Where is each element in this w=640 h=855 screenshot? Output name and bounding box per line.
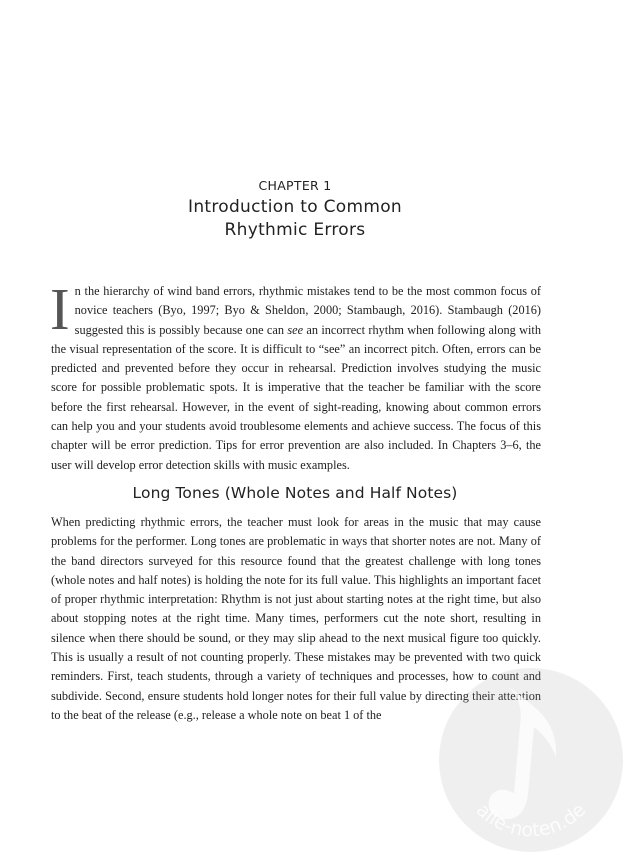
watermark-logo: [436, 665, 626, 855]
intro-paragraph: [50, 276, 541, 475]
chapter-title-line-2: Rhythmic Errors: [224, 220, 366, 240]
intro-emphasis: see: [287, 322, 304, 337]
chapter-title: [0, 196, 590, 242]
section-paragraph: When predicting rhythmic errors, the teacher must look for areas in the music that may cause problems for the performer. Long tones are problematic in ways that shorter notes are not. Many of the band directors surveyed for this resource found that the greatest challenge with long tones (whole notes and half notes) is holding the note for its full value. This highlights an important facet of proper rhythmic interpretation: Rhythm is not just about starting notes at the right time, but also about stopping notes at the right time. Many times, performers cut the note short, resulting in silence when there should be sound, or they may slip ahead to the next musical figure too quickly. This is usually a result of not counting properly. These mistakes may be prevented with two quick reminders. First, teach students, through a variety of techniques and processes, how to count and subdivide. Second, ensure students hold longer notes for their full value by directing their attention to the beat of the release (e.g., release a whole note on beat 1 of the: [51, 515, 541, 722]
watermark-text: alle-noten.de: [471, 799, 591, 842]
chapter-label: CHAPTER 1: [258, 178, 332, 193]
drop-cap: I: [50, 276, 70, 342]
section-heading: Long Tones (Whole Notes and Half Notes): [132, 484, 458, 502]
intro-text-start: n the hierarchy of wind band errors, rhythmic mistakes tend to be the most common focus of novice teachers (Byo, 1997; Byo & Sheldon, 2000; Stambaugh, 2016). Stambaugh (2016) suggested this is possibly because one can: [74, 284, 541, 337]
chapter-title-line-1: Introduction to Common: [188, 197, 402, 217]
intro-text-rest: an incorrect rhythm when following along with the visual representation of the score. It is difficult to “see” an incorrect pitch. Often, errors can be predicted and prevented before they occur in rehearsal. Prediction involves studying the music score for possible problematic spots. It is imperative that the teacher be familiar with the score before the first rehearsal. However, in the event of sight-reading, knowing about common errors can help you and your students avoid troublesome elements and achieve success. The focus of this chapter will be error prediction. Tips for error prevention are also included. In Chapters 3–6, the user will develop error detection skills with music examples.: [51, 322, 541, 472]
